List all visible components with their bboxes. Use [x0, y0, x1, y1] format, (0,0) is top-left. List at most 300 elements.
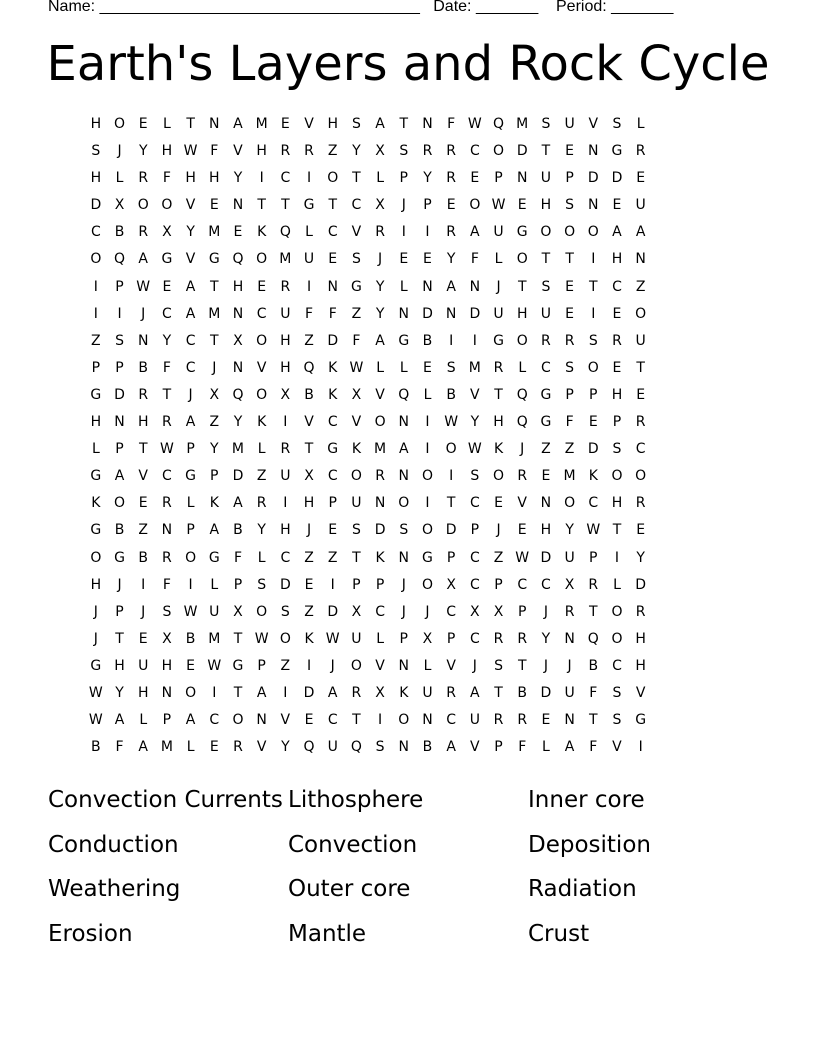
grid-row [84, 385, 653, 412]
grid-letter: E [304, 712, 314, 729]
grid-letter: C [185, 359, 196, 376]
grid-letter: S [612, 116, 622, 132]
grid-letter: O [611, 468, 623, 485]
grid-letter: E [636, 522, 646, 539]
grid-letter: S [612, 712, 622, 729]
grid-letter: E [541, 712, 551, 729]
grid-letter: V [185, 197, 196, 214]
grid-letter: P [162, 712, 172, 729]
grid-letter: T [494, 684, 503, 701]
grid-letter: T [589, 712, 598, 729]
grid-row [84, 277, 653, 304]
grid-letter: S [612, 684, 622, 701]
grid-letter: N [114, 414, 125, 431]
grid-letter: B [138, 359, 149, 376]
grid-letter: T [565, 251, 574, 268]
grid-letter: I [93, 305, 98, 322]
grid-letter: T [517, 657, 527, 674]
grid-letter: X [375, 143, 385, 160]
grid-letter: O [161, 197, 173, 214]
grid-letter: H [540, 197, 552, 214]
grid-letter: V [517, 495, 527, 512]
grid-letter: T [233, 630, 243, 647]
grid-letter: Q [516, 386, 528, 403]
grid-letter: P [446, 549, 456, 566]
grid-letter: G [90, 657, 102, 674]
grid-letter: N [161, 684, 173, 701]
grid-letter: W [515, 549, 530, 566]
grid-letter: P [446, 630, 456, 647]
grid-letter: G [611, 143, 623, 160]
grid-letter: N [564, 712, 575, 729]
grid-letter: K [375, 549, 385, 566]
grid-letter: V [280, 712, 291, 729]
grid-letter: E [138, 116, 148, 132]
grid-letter: N [161, 522, 173, 539]
grid-letter: J [141, 305, 146, 322]
grid-letter: Y [423, 170, 432, 187]
grid-letter: I [425, 224, 430, 241]
grid-letter: A [612, 224, 622, 241]
grid-letter: R [635, 414, 646, 431]
grid-letter: P [565, 386, 574, 403]
grid-letter: S [399, 522, 409, 539]
grid-letter: X [162, 630, 172, 647]
grid-letter: S [494, 657, 503, 674]
grid-letter: N [398, 549, 410, 566]
grid-letter: P [470, 522, 480, 539]
letter-grid [84, 114, 653, 764]
grid-letter: W [491, 197, 506, 214]
grid-row [84, 141, 653, 168]
grid-row [84, 168, 653, 195]
grid-letter: X [304, 468, 314, 485]
grid-letter: A [470, 224, 480, 241]
grid-letter: S [470, 468, 480, 485]
grid-letter: J [520, 441, 525, 458]
grid-letter: S [541, 116, 551, 132]
grid-letter: U [138, 657, 149, 674]
grid-letter: J [496, 278, 501, 295]
grid-letter: A [233, 116, 243, 132]
grid-letter: Y [375, 278, 385, 295]
grid-letter: I [591, 305, 596, 322]
grid-letter: A [375, 332, 385, 349]
grid-letter: I [306, 278, 312, 295]
grid-letter: T [612, 522, 622, 539]
grid-letter: S [351, 522, 361, 539]
grid-letter: E [494, 495, 503, 512]
grid-letter: R [446, 224, 457, 241]
grid-letter: L [399, 278, 408, 295]
grid-letter: N [232, 305, 244, 322]
grid-letter: T [210, 278, 219, 295]
grid-letter: C [209, 712, 220, 729]
grid-letter: M [563, 468, 576, 485]
grid-letter: O [587, 224, 599, 241]
grid-letter: R [588, 576, 599, 593]
grid-letter: O [232, 712, 244, 729]
grid-row [84, 466, 653, 493]
grid-letter: A [114, 712, 125, 729]
grid-letter: W [467, 116, 482, 132]
grid-letter: G [90, 468, 102, 485]
grid-letter: L [542, 739, 550, 756]
grid-letter: N [398, 305, 410, 322]
grid-letter: T [352, 170, 361, 187]
grid-letter: A [635, 224, 646, 241]
grid-letter: I [401, 224, 406, 241]
grid-letter: H [303, 495, 315, 512]
grid-letter: R [280, 278, 291, 295]
grid-letter: V [138, 468, 148, 485]
grid-letter: A [564, 739, 575, 756]
grid-letter: O [185, 684, 197, 701]
grid-letter: O [421, 576, 433, 593]
grid-letter: I [638, 739, 643, 756]
grid-letter: U [469, 712, 480, 729]
grid-letter: G [493, 332, 504, 349]
grid-letter: P [399, 630, 408, 647]
grid-letter: B [422, 332, 433, 349]
grid-letter: P [494, 739, 503, 756]
grid-letter: B [233, 522, 243, 539]
grid-letter: V [256, 739, 267, 756]
grid-letter: S [612, 441, 622, 458]
grid-letter: T [115, 630, 124, 647]
grid-letter: G [90, 522, 102, 539]
grid-letter: D [516, 143, 528, 160]
grid-letter: A [398, 441, 409, 458]
grid-letter: N [422, 278, 433, 295]
grid-letter: H [90, 576, 102, 593]
grid-letter: C [375, 603, 385, 620]
grid-row [84, 439, 653, 466]
grid-letter: O [398, 495, 410, 512]
student-info-line: Name: ____________________________________ Date: _______ Period: _______ [48, 0, 674, 15]
grid-letter: C [612, 278, 622, 295]
grid-letter: C [351, 197, 362, 214]
grid-letter: R [446, 684, 457, 701]
grid-letter: H [611, 386, 623, 403]
grid-letter: U [303, 251, 315, 268]
grid-letter: J [117, 143, 122, 160]
grid-letter: X [375, 197, 385, 214]
grid-letter: B [114, 224, 125, 241]
grid-letter: I [212, 684, 217, 701]
grid-letter: X [351, 603, 362, 620]
grid-letter: L [423, 657, 432, 674]
grid-letter: T [589, 603, 598, 620]
grid-letter: Z [327, 549, 338, 566]
grid-letter: Z [541, 441, 551, 458]
word-list-item: Convection [288, 831, 418, 858]
page-title: Earth's Layers and Rock Cycle [46, 36, 770, 92]
grid-letter: P [589, 386, 598, 403]
word-list [48, 778, 768, 957]
grid-letter: A [470, 684, 480, 701]
grid-letter: Q [350, 739, 362, 756]
grid-letter: P [517, 603, 527, 620]
grid-letter: W [136, 278, 151, 295]
grid-letter: D [445, 522, 457, 539]
grid-letter: P [612, 414, 622, 431]
grid-letter: B [588, 657, 599, 674]
grid-letter: A [185, 414, 196, 431]
grid-letter: T [541, 251, 551, 268]
grid-letter: F [589, 684, 598, 701]
grid-letter: X [233, 332, 243, 349]
grid-letter: L [376, 630, 384, 647]
grid-letter: H [635, 630, 646, 647]
grid-letter: N [564, 630, 575, 647]
grid-letter: U [280, 305, 291, 322]
grid-letter: S [280, 603, 290, 620]
grid-letter: Z [304, 603, 314, 620]
grid-letter: W [183, 603, 198, 620]
grid-letter: M [516, 116, 529, 132]
grid-row [84, 304, 653, 331]
grid-letter: Y [233, 414, 243, 431]
grid-letter: S [257, 576, 267, 593]
grid-letter: U [280, 468, 291, 485]
grid-letter: R [612, 332, 622, 349]
grid-letter: J [567, 657, 572, 674]
grid-letter: C [280, 170, 291, 187]
grid-letter: M [255, 116, 268, 132]
grid-letter: V [351, 224, 362, 241]
grid-letter: I [425, 441, 430, 458]
grid-letter: X [446, 576, 456, 593]
grid-letter: G [208, 549, 220, 566]
grid-letter: K [257, 224, 267, 241]
grid-letter: E [588, 414, 598, 431]
grid-letter: P [115, 603, 124, 620]
grid-letter: G [540, 414, 552, 431]
grid-letter: Y [470, 414, 480, 431]
grid-letter: L [163, 116, 171, 132]
grid-letter: W [183, 143, 198, 160]
grid-letter: E [612, 197, 622, 214]
grid-letter: Z [327, 143, 338, 160]
grid-letter: R [351, 684, 362, 701]
grid-letter: N [540, 495, 552, 512]
grid-letter: N [232, 197, 244, 214]
grid-letter: I [449, 468, 454, 485]
grid-letter: U [564, 116, 575, 132]
grid-letter: C [327, 712, 338, 729]
grid-letter: F [162, 359, 171, 376]
grid-letter: S [446, 359, 456, 376]
grid-letter: R [517, 630, 528, 647]
grid-letter: H [540, 522, 552, 539]
grid-letter: F [470, 251, 479, 268]
grid-letter: A [375, 116, 385, 132]
grid-letter: T [257, 197, 266, 214]
grid-row [84, 412, 653, 439]
grid-letter: L [139, 712, 148, 729]
grid-letter: U [540, 170, 552, 187]
grid-letter: B [138, 549, 149, 566]
grid-letter: Z [91, 332, 101, 349]
grid-letter: N [398, 657, 410, 674]
word-list-item: Conduction [48, 831, 179, 858]
grid-letter: Y [162, 332, 172, 349]
grid-letter: R [541, 332, 551, 349]
grid-letter: Y [541, 630, 551, 647]
grid-letter: Y [257, 522, 266, 539]
grid-letter: N [232, 359, 244, 376]
grid-letter: C [327, 414, 338, 431]
grid-letter: S [162, 603, 172, 620]
grid-letter: X [280, 386, 291, 403]
grid-letter: O [279, 630, 291, 647]
grid-row [84, 358, 653, 385]
grid-letter: I [449, 332, 454, 349]
grid-letter: O [398, 712, 410, 729]
grid-letter: J [496, 522, 501, 539]
grid-letter: N [398, 414, 410, 431]
grid-letter: O [635, 305, 647, 322]
grid-letter: O [256, 603, 268, 620]
grid-letter: I [93, 278, 98, 295]
grid-letter: C [185, 332, 196, 349]
grid-letter: L [305, 224, 313, 241]
grid-letter: T [210, 332, 219, 349]
grid-letter: E [304, 576, 314, 593]
grid-letter: Q [114, 251, 126, 268]
grid-letter: D [469, 305, 481, 322]
grid-letter: X [564, 576, 575, 593]
grid-letter: O [114, 116, 126, 132]
grid-letter: E [517, 197, 527, 214]
grid-letter: Z [351, 305, 362, 322]
grid-letter: C [280, 549, 291, 566]
grid-letter: T [352, 712, 361, 729]
grid-letter: C [162, 468, 172, 485]
grid-letter: Q [516, 414, 528, 431]
grid-letter: T [233, 684, 243, 701]
grid-letter: Y [233, 170, 243, 187]
grid-letter: E [209, 197, 219, 214]
grid-letter: Y [565, 522, 574, 539]
grid-letter: O [185, 549, 197, 566]
grid-letter: O [256, 332, 268, 349]
grid-letter: T [446, 495, 456, 512]
grid-letter: B [304, 386, 314, 403]
grid-letter: Y [446, 251, 456, 268]
grid-letter: N [445, 305, 457, 322]
grid-letter: N [137, 332, 149, 349]
grid-letter: O [114, 495, 126, 512]
grid-letter: R [233, 739, 243, 756]
grid-letter: L [636, 116, 645, 132]
grid-letter: G [185, 468, 197, 485]
grid-letter: J [425, 603, 430, 620]
grid-letter: F [305, 305, 314, 322]
grid-letter: T [541, 143, 551, 160]
grid-letter: P [115, 278, 124, 295]
grid-letter: D [90, 197, 102, 214]
grid-letter: S [91, 143, 101, 160]
grid-letter: Q [303, 739, 315, 756]
grid-letter: E [636, 170, 646, 187]
grid-letter: E [541, 468, 551, 485]
grid-letter: N [374, 495, 386, 512]
grid-letter: V [375, 657, 385, 674]
grid-letter: L [518, 359, 527, 376]
grid-letter: F [233, 549, 242, 566]
grid-letter: R [564, 603, 575, 620]
word-list-item: Mantle [288, 921, 367, 948]
grid-letter: S [115, 332, 124, 349]
grid-letter: C [256, 305, 267, 322]
grid-letter: L [494, 251, 503, 268]
grid-letter: W [207, 657, 222, 674]
grid-letter: Y [375, 305, 385, 322]
grid-letter: E [612, 305, 622, 322]
grid-letter: I [141, 576, 146, 593]
grid-letter: C [469, 630, 480, 647]
grid-letter: K [257, 414, 267, 431]
grid-letter: H [161, 143, 173, 160]
grid-letter: R [280, 143, 291, 160]
grid-letter: H [611, 495, 623, 512]
grid-letter: V [304, 414, 314, 431]
grid-letter: E [565, 143, 575, 160]
grid-letter: G [350, 278, 362, 295]
grid-letter: P [565, 170, 574, 187]
grid-letter: F [352, 332, 361, 349]
grid-letter: K [91, 495, 101, 512]
grid-letter: E [186, 657, 196, 674]
grid-letter: O [256, 386, 268, 403]
grid-letter: C [541, 359, 551, 376]
grid-letter: Z [280, 657, 291, 674]
grid-letter: I [117, 305, 122, 322]
grid-letter: S [375, 739, 385, 756]
grid-letter: R [564, 332, 575, 349]
grid-letter: W [254, 630, 269, 647]
grid-letter: Q [587, 630, 599, 647]
grid-letter: R [162, 495, 172, 512]
grid-letter: P [423, 197, 432, 214]
grid-letter: O [137, 197, 149, 214]
grid-letter: A [185, 305, 196, 322]
grid-letter: B [422, 739, 433, 756]
grid-letter: R [517, 468, 528, 485]
grid-letter: I [425, 495, 430, 512]
grid-letter: O [350, 468, 362, 485]
grid-letter: O [350, 657, 362, 674]
grid-letter: K [399, 684, 409, 701]
grid-letter: T [494, 386, 503, 403]
grid-letter: E [470, 170, 480, 187]
grid-letter: I [472, 332, 477, 349]
grid-letter: O [90, 251, 102, 268]
grid-letter: D [540, 684, 552, 701]
grid-letter: E [612, 359, 622, 376]
grid-letter: Q [398, 386, 410, 403]
grid-letter: G [90, 386, 102, 403]
grid-letter: R [304, 143, 314, 160]
grid-letter: C [541, 576, 551, 593]
grid-letter: D [374, 522, 386, 539]
grid-letter: G [422, 549, 433, 566]
grid-letter: H [611, 251, 623, 268]
grid-row [84, 629, 653, 656]
grid-letter: M [374, 441, 387, 458]
